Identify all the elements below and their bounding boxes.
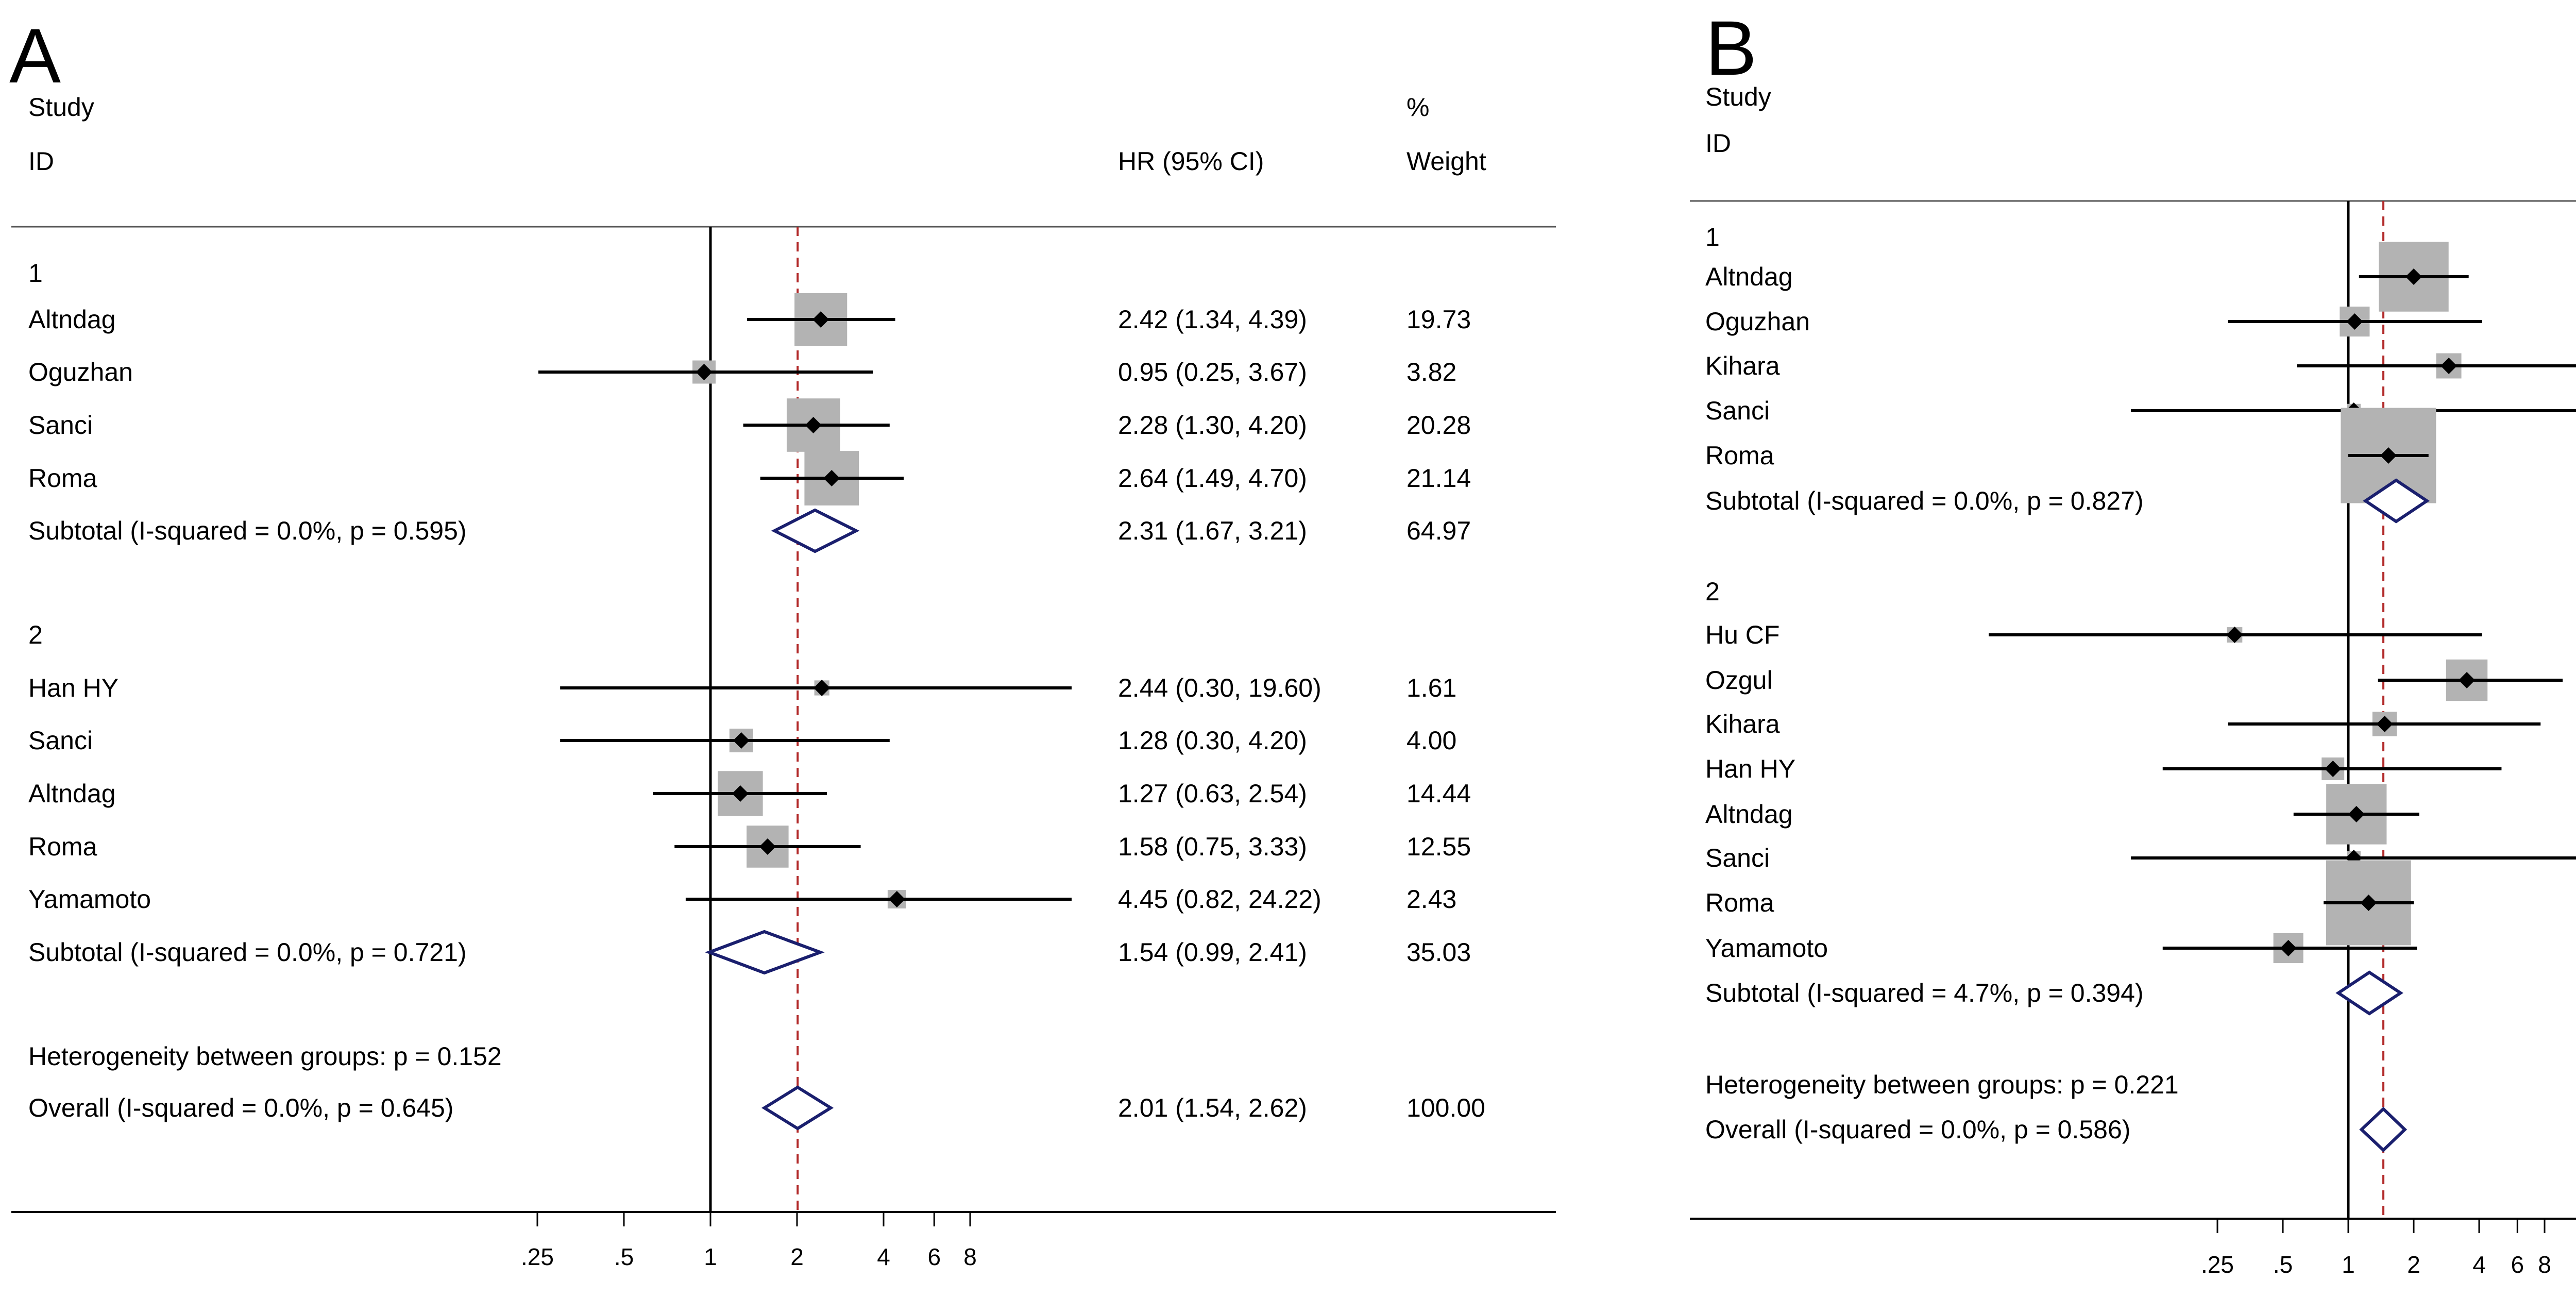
study-name: Sanci — [1705, 396, 1770, 425]
header-weight-pct: % — [1406, 93, 1430, 122]
subgroup-label: 1 — [28, 259, 43, 288]
subtotal-diamond — [709, 932, 821, 973]
forest-panel-A — [9, 12, 1556, 1270]
subtotal-label: Subtotal (I-squared = 0.0%, p = 0.721) — [28, 938, 467, 967]
study-name: Altndag — [1705, 800, 1793, 829]
study-name: Yamamoto — [28, 885, 151, 914]
subgroup-label: 2 — [28, 620, 43, 649]
overall-diamond — [765, 1087, 831, 1128]
study-hr-ci: 1.58 (0.75, 3.33) — [1118, 832, 1307, 861]
study-weight: 14.44 — [1406, 779, 1471, 808]
x-tick-label: 2 — [790, 1243, 804, 1270]
subtotal-weight: 35.03 — [1406, 938, 1471, 967]
study-name: Roma — [28, 464, 97, 493]
study-name: Sanci — [28, 726, 93, 755]
x-tick-label: 6 — [927, 1243, 941, 1270]
x-tick-label: 6 — [2511, 1251, 2524, 1278]
subtotal-hr-ci: 2.31 (1.67, 3.21) — [1118, 516, 1307, 545]
study-weight: 19.73 — [1406, 305, 1471, 334]
x-tick-label: 8 — [963, 1243, 977, 1270]
study-hr-ci: 4.45 (0.82, 24.22) — [1118, 885, 1321, 914]
overall-weight: 100.00 — [1406, 1093, 1485, 1122]
study-hr-ci: 2.28 (1.30, 4.20) — [1118, 411, 1307, 440]
study-weight: 20.28 — [1406, 411, 1471, 440]
x-tick-label: 1 — [704, 1243, 717, 1270]
heterogeneity-text: Heterogeneity between groups: p = 0.152 — [28, 1042, 502, 1071]
study-name: Altndag — [28, 305, 116, 334]
subtotal-diamond — [774, 510, 856, 551]
header-id: ID — [28, 147, 54, 176]
study-hr-ci: 1.27 (0.63, 2.54) — [1118, 779, 1307, 808]
header-study: Study — [28, 93, 94, 122]
x-tick-label: .25 — [521, 1243, 554, 1270]
study-name: Han HY — [1705, 754, 1796, 783]
subgroup-label: 2 — [1705, 577, 1720, 606]
study-hr-ci: 2.44 (0.30, 19.60) — [1118, 673, 1321, 702]
overall-label: Overall (I-squared = 0.0%, p = 0.586) — [1705, 1115, 2131, 1144]
study-weight: 2.43 — [1406, 885, 1457, 914]
study-name: Han HY — [28, 673, 119, 702]
x-tick-label: .25 — [2201, 1251, 2234, 1278]
study-name: Altndag — [1705, 262, 1793, 291]
x-tick-label: 2 — [2407, 1251, 2420, 1278]
x-tick-label: 4 — [877, 1243, 890, 1270]
study-name: Roma — [1705, 888, 1774, 917]
heterogeneity-text: Heterogeneity between groups: p = 0.221 — [1705, 1070, 2179, 1099]
study-name: Altndag — [28, 779, 116, 808]
subgroup-label: 1 — [1705, 223, 1720, 251]
study-name: Roma — [28, 832, 97, 861]
study-weight: 3.82 — [1406, 358, 1457, 386]
study-name: Oguzhan — [28, 358, 133, 386]
study-name: Roma — [1705, 441, 1774, 470]
study-weight: 21.14 — [1406, 464, 1471, 493]
subtotal-label: Subtotal (I-squared = 0.0%, p = 0.827) — [1705, 486, 2144, 515]
study-weight: 12.55 — [1406, 832, 1471, 861]
x-tick-label: .5 — [2273, 1251, 2293, 1278]
panel-letter: A — [9, 12, 61, 99]
subtotal-hr-ci: 1.54 (0.99, 2.41) — [1118, 938, 1307, 967]
study-name: Kihara — [1705, 351, 1780, 380]
subtotal-label: Subtotal (I-squared = 0.0%, p = 0.595) — [28, 516, 467, 545]
overall-label: Overall (I-squared = 0.0%, p = 0.645) — [28, 1093, 454, 1122]
study-name: Yamamoto — [1705, 934, 1828, 963]
study-name: Hu CF — [1705, 620, 1780, 649]
study-name: Kihara — [1705, 710, 1780, 738]
study-hr-ci: 0.95 (0.25, 3.67) — [1118, 358, 1307, 386]
overall-hr-ci: 2.01 (1.54, 2.62) — [1118, 1093, 1307, 1122]
header-id: ID — [1705, 129, 1731, 158]
subtotal-weight: 64.97 — [1406, 516, 1471, 545]
study-name: Sanci — [1705, 844, 1770, 872]
study-hr-ci: 2.42 (1.34, 4.39) — [1118, 305, 1307, 334]
overall-diamond — [2362, 1109, 2405, 1150]
x-tick-label: .5 — [614, 1243, 634, 1270]
study-name: Ozgul — [1705, 666, 1773, 695]
header-study: Study — [1705, 82, 1771, 111]
header-weight: Weight — [1406, 147, 1486, 176]
x-tick-label: 4 — [2472, 1251, 2486, 1278]
header-estimate: HR (95% CI) — [1118, 147, 1264, 176]
x-tick-label: 8 — [2538, 1251, 2551, 1278]
study-name: Sanci — [28, 411, 93, 440]
forest-panel-B — [1690, 5, 2576, 1278]
study-hr-ci: 2.64 (1.49, 4.70) — [1118, 464, 1307, 493]
subtotal-label: Subtotal (I-squared = 4.7%, p = 0.394) — [1705, 979, 2144, 1007]
study-name: Oguzhan — [1705, 307, 1810, 336]
study-hr-ci: 1.28 (0.30, 4.20) — [1118, 726, 1307, 755]
panel-letter: B — [1705, 5, 1757, 91]
x-tick-label: 1 — [2342, 1251, 2355, 1278]
study-weight: 1.61 — [1406, 673, 1457, 702]
study-weight: 4.00 — [1406, 726, 1457, 755]
